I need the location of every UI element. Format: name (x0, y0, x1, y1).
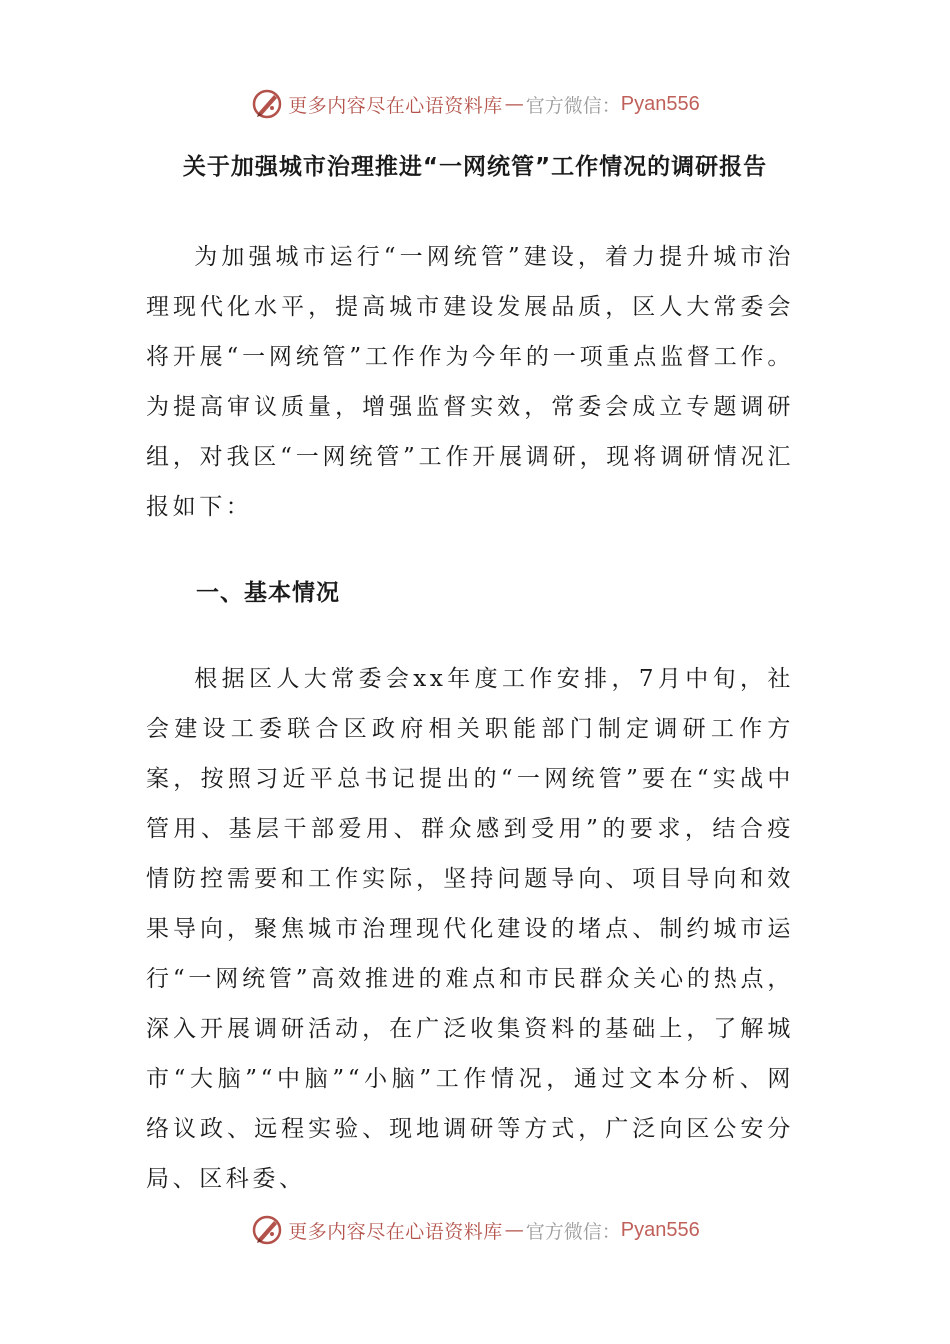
header-watermark (0, 84, 950, 124)
section-heading: 一、基本情况 (196, 580, 340, 606)
pen-circle-logo-icon (250, 1213, 284, 1247)
section-paragraph: 根据区人大常委会xx年度工作安排，7月中旬，社会建设工委联合区政府相关职能部门制定调研工作方案，按照习近平总书记提出的“一网统管”要在“实战中管用、基层干部爱用、群众感到受用”的要求，结合疫情防控需要和工作实际，坚持问题导向、项目导向和效果导向，聚焦城市治理现代化建设的堵点、制约城市运行“一网统管”高效推进的难点和市民群众关心的热点，深入开展调研活动，在广泛收集资料的基础上，了解城市“大脑”“中脑”“小脑”工作情况，通过文本分析、网络议政、远程实验、现地调研等方式，广泛向区公安分局、区科委、 (146, 666, 794, 1192)
watermark-wechat-label: 官方微信： (525, 1220, 621, 1243)
pen-circle-logo-icon (250, 87, 284, 121)
watermark-text: 更多内容尽在心语资料库 (288, 94, 503, 117)
footer-watermark (0, 1210, 950, 1250)
watermark-dash: — (504, 93, 524, 115)
watermark-wechat-id: Pyan556 (620, 1218, 700, 1241)
intro-paragraph: 为加强城市运行“一网统管”建设，着力提升城市治理现代化水平，提高城市建设发展品质，区人大常委会将开展“一网统管”工作作为今年的一项重点监督工作。为提高审议质量，增强监督实效，常委会成立专题调研组，对我区“一网统管”工作开展调研，现将调研情况汇报如下： (146, 244, 794, 520)
document-body (146, 232, 794, 1204)
document-title: 关于加强城市治理推进“一网统管”工作情况的调研报告 (182, 154, 768, 180)
watermark-text: 更多内容尽在心语资料库 (288, 1220, 503, 1243)
watermark-dash: — (504, 1219, 524, 1241)
watermark-wechat-label: 官方微信： (525, 94, 621, 117)
watermark-wechat-id: Pyan556 (620, 92, 700, 115)
